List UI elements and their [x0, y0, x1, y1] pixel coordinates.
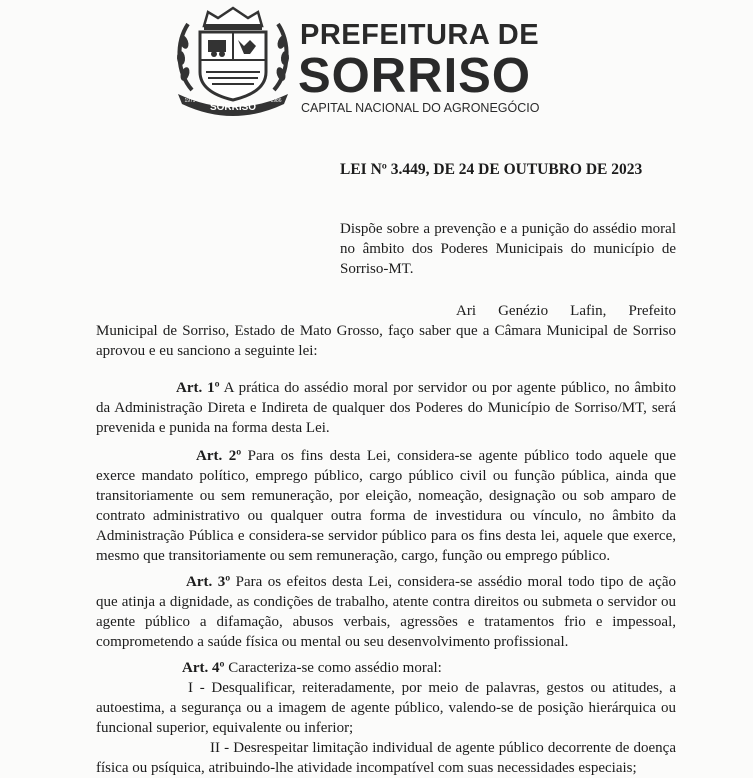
law-preamble: Ari Genézio Lafin, Prefeito Municipal de Sorriso, Estado de Mato Grosso, faço saber que a Câmara Municipal de Sorriso aprovou e eu sanciono a seguinte lei: — [96, 303, 676, 359]
law-title: LEI Nº 3.449, DE 24 DE OUTUBRO DE 2023 — [340, 161, 643, 178]
article-2-label: Art. 2º — [196, 448, 242, 464]
article-4-item-1 — [96, 678, 676, 738]
article-4-text: Caracteriza-se como assédio moral: — [228, 660, 442, 676]
item-2-label: II - — [210, 740, 230, 756]
article-2 — [96, 446, 676, 566]
article-4-item-2 — [96, 738, 676, 778]
article-3-label: Art. 3º — [186, 574, 231, 590]
article-3-text: Para os efeitos desta Lei, considera-se assédio moral todo tipo de ação que atinja a dignidade, as condições de trabalho, atente contra direitos ou submeta o servidor ou agente público a difamação, abusos verbais, agressões e tratamentos frio e impessoal, comprometendo a saúde física ou mental ou seu desenvolvimento profissional. — [96, 574, 677, 650]
article-1-label: Art. 1º — [176, 380, 220, 396]
crest-banner-text: SORRISO — [209, 102, 257, 113]
article-1 — [96, 378, 676, 438]
header-prefeitura: PREFEITURA DE — [300, 19, 540, 51]
article-3 — [96, 572, 676, 652]
item-1-label: I - — [188, 680, 205, 696]
municipal-crest-logo — [170, 2, 296, 118]
crest-year-right: 1986 — [270, 98, 282, 104]
item-1-text: Desqualificar, reiteradamente, por meio de palavras, gestos ou atitudes, a autoestima, a segurança ou a imagem de agente público, valendo-se de posição hierárquica ou funcional superior, equivalente ou inferior; — [96, 680, 677, 736]
item-2-text: Desrespeitar limitação individual de agente público decorrente de doença física ou psíquica, atribuindo-lhe atividade incompatível com suas necessidades especiais; — [96, 740, 676, 776]
header-tagline: CAPITAL NACIONAL DO AGRONEGÓCIO — [301, 101, 540, 115]
article-4-label: Art. 4º — [182, 660, 225, 676]
law-ementa: Dispõe sobre a prevenção e a punição do assédio moral no âmbito dos Poderes Municipais do município de Sorriso-MT. — [340, 221, 676, 277]
article-2-text: Para os fins desta Lei, considera-se agente público todo aquele que exerce mandato político, emprego público, cargo público civil ou função pública, ainda que transitoriamente ou sem remuneração, por eleição, nomeação, designação ou sob amparo de contrato administrativo ou qualquer outra forma de investidura ou vínculo, no âmbito da Administração Pública e considera-se servidor público para os fins desta lei, aquele que exerce, mesmo que transitoriamente ou sem remuneração, cargo, função ou emprego público. — [96, 448, 677, 564]
article-1-text: A prática do assédio moral por servidor ou por agente público, no âmbito da Administração Direta e Indireta de qualquer dos Poderes do Município de Sorriso/MT, será prevenida e punida na forma desta Lei. — [96, 380, 677, 436]
article-4 — [96, 658, 676, 678]
crest-year-left: 1979 — [184, 98, 196, 104]
header-city-name: SORRISO — [298, 49, 531, 103]
